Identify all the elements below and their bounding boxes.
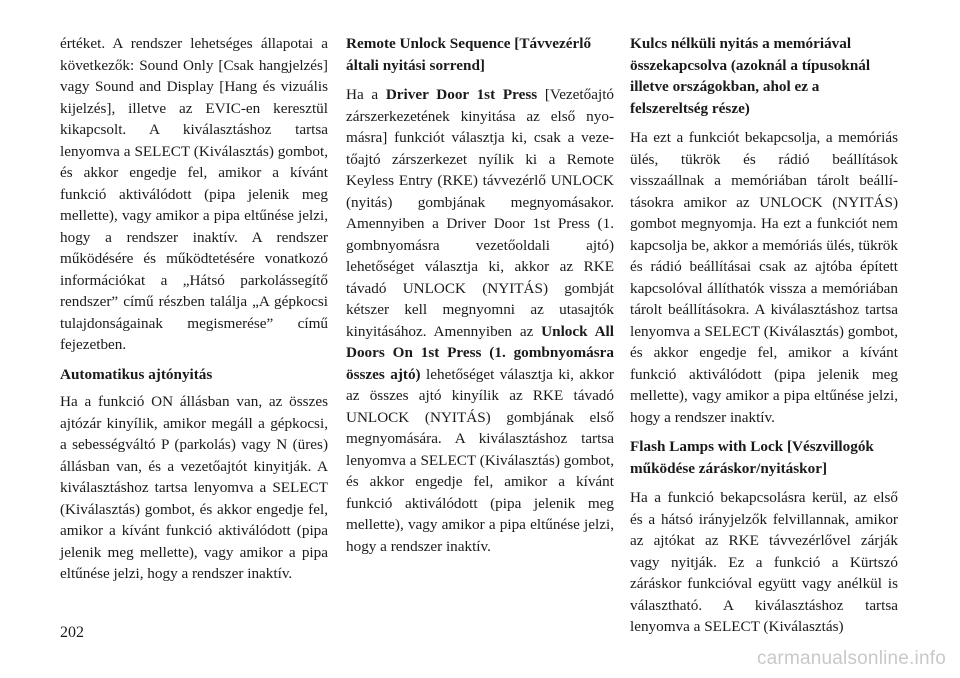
- paragraph-remote-unlock-sequence: [346, 84, 614, 557]
- heading-flash-lamps: Flash Lamps with Lock [Vészvillogók működése záráskor/nyitáskor]: [630, 438, 874, 477]
- paragraph-continued: értéket. A rendszer lehetséges állapotai a következők: Sound Only [Csak hangjelzés] vagy Sound and Display [Hang és vizuális kijelzés], illetve az EVIC-en keresztül kikapcsolt. A kiválasztáshoz tartsa lenyomva a SELECT (Kiválasztás) gombot, és akkor engedje fel, amikor a kívánt funkció aktiválódott (pipa jelenik meg mellette), vagy amikor a pipa eltűnése jelzi, hogy a rendszer inaktív. A rendszer működésére és működtetésére vonatkozó információkat a „Hátsó parkolássegítő rendszer” című részben találja „A gépkocsi tulajdonságainak megismerése” című fejezetben.: [60, 35, 328, 353]
- text-run: lehetőséget választja ki, akkor az összes ajtó kinyílik az RKE távadó UNLOCK (NYITÁS) gombjának első megnyomására. A kiválasztáshoz tartsa lenyomva a SELECT (Kiválasztás) gombot, és akkor engedje fel, amikor a kívánt funkció aktiválódott (pipa jelenik meg mellette), vagy amikor a pipa eltűnése jelzi, hogy a rendszer inaktív.: [346, 365, 614, 555]
- watermark-text: carmanualsonline.info: [756, 648, 946, 669]
- bold-term-unlock-all-doors: Unlock All Doors On 1st Press (1. gombnyomásra összes ajtó): [346, 322, 614, 383]
- bold-term-driver-door: Driver Door 1st Press: [385, 86, 538, 103]
- paragraph-keyless-memory: Ha ezt a funkciót bekapcsolja, a memóriás ülés, tükrök és rádió beállítások visszaállnak a memóriában tárolt beállításokra amikor az UNLOCK (NYITÁS) gombot megnyomja. Ha ezt a funkciót nem kapcsolja be, akkor a memóriás ülés, tükrök és rádió beállításai csak az ajtóba épített kapcsolóval állíthatók vissza a memóriában tárolt beállításokra. A kiválasztáshoz tartsa lenyomva a SELECT (Kiválasztás) gombot, és akkor engedje fel, amikor a kívánt funkció aktiválódott (pipa jelenik meg mellette), vagy amikor a pipa eltűnése jelzi, hogy a rendszer inaktív.: [630, 129, 898, 426]
- paragraph-flash-lamps: Ha a funkció bekapcsolásra kerül, az első és a hátsó irányjelzők felvillannak, amikor az ajtókat az RKE távvezérlővel zárják vagy nyitják. Ez a funkció a Kürtszó záráskor funkcióval együtt vagy anélkül is választható. A kiválasztáshoz tartsa lenyomva a SELECT (Kiválasztás): [630, 489, 898, 635]
- page-number: 202: [60, 624, 84, 641]
- column-right: [630, 33, 898, 646]
- heading-remote-unlock-sequence: Remote Unlock Sequence [Távvezérlő általi nyitási sorrend]: [346, 35, 592, 74]
- paragraph-automatic-door-unlock: Ha a funkció ON állásban van, az összes ajtózár kinyílik, amikor megáll a gépkocsi, a sebességváltó P (parkolás) vagy N (üres) állásban van, és a vezetőajtót kinyitják. A kiválasztáshoz tartsa lenyomva a SELECT (Kiválasztás) gombot, és akkor engedje fel, amikor a kívánt funkció aktiválódott (pipa jelenik meg mellette), vagy amikor a pipa eltűnése jelzi, hogy a rendszer inaktív.: [60, 393, 328, 582]
- heading-automatic-door-unlock: Automatikus ajtónyitás: [60, 365, 213, 383]
- heading-keyless-memory: Kulcs nélküli nyitás a memóriával összekapcsolva (azoknál a típusoknál illetve országokban, ahol ez a felszereltség része): [630, 35, 871, 117]
- column-left: [60, 33, 328, 593]
- text-run: Ha a: [346, 86, 386, 103]
- text-run: [Vezetőajtó zárszerkezetének kinyitása az első nyomásra] funkciót választja ki, csak a vezetőajtó zárszerkezet nyílik ki a Remote Keyless Entry (RKE) távvezérlő UNLOCK (nyitás) gombjának megnyomásakor. Amennyiben a Driver Door 1st Press (1. gombnyomásra vezetőoldali ajtó) lehetőséget választja ki, akkor az RKE távadó UNLOCK (NYITÁS) gombját kétszer kell megnyomni az utasajtók kinyitásához. Amennyiben az: [346, 86, 615, 340]
- column-middle: [346, 33, 614, 565]
